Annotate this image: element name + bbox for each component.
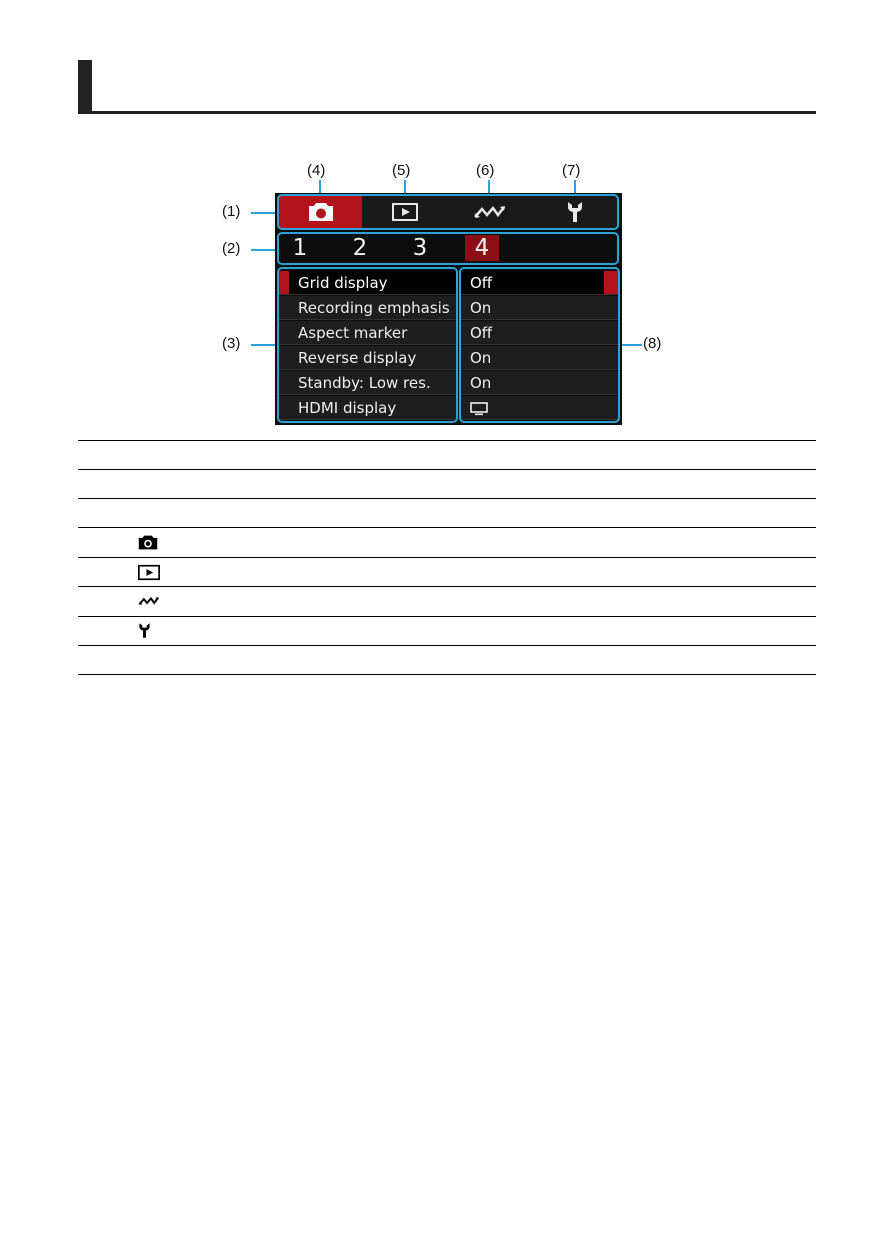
table-rule <box>78 498 816 499</box>
table-rule <box>78 557 816 558</box>
callout-4: (4) <box>307 162 326 179</box>
table-rule <box>78 469 816 470</box>
items-column-highlight <box>277 267 458 423</box>
pages-row-highlight <box>277 232 619 265</box>
callout-1-line <box>251 212 278 214</box>
values-column-highlight <box>459 267 620 423</box>
camera-screen <box>275 193 622 425</box>
page-tab-4[interactable]: 4 <box>465 235 499 261</box>
table-rule <box>78 440 816 441</box>
heading-rule <box>78 111 816 114</box>
menu-value-text: Off <box>470 324 493 342</box>
callout-2: (2) <box>222 240 241 257</box>
tabs-row-highlight <box>277 194 619 230</box>
heading-marker <box>78 60 92 114</box>
wireless-icon <box>138 595 160 607</box>
camera-menu-figure <box>222 160 672 425</box>
callout-8: (8) <box>643 335 662 352</box>
page-tab-1[interactable]: 1 <box>292 235 308 261</box>
callout-6: (6) <box>476 162 495 179</box>
callout-1: (1) <box>222 203 241 220</box>
callout-5: (5) <box>392 162 411 179</box>
callout-2-line <box>251 249 278 251</box>
menu-value-text: On <box>470 374 492 392</box>
menu-value-text: On <box>470 349 492 367</box>
menu-item-label: HDMI display <box>298 399 397 417</box>
menu-value-text: On <box>470 299 492 317</box>
table-rule <box>78 674 816 675</box>
menu-value-text: Off <box>470 274 493 292</box>
menu-item-label: Grid display <box>298 274 388 292</box>
wrench-icon <box>138 622 151 639</box>
table-rule <box>78 616 816 617</box>
camera-icon <box>138 534 158 551</box>
menu-item-label: Aspect marker <box>298 324 408 342</box>
page-tab-3[interactable]: 3 <box>412 235 428 261</box>
callout-7: (7) <box>562 162 581 179</box>
menu-item-label: Standby: Low res. <box>298 374 431 392</box>
table-rule <box>78 645 816 646</box>
menu-item-label: Recording emphasis <box>298 299 450 317</box>
table-rule <box>78 586 816 587</box>
callout-3: (3) <box>222 335 241 352</box>
table-rule <box>78 527 816 528</box>
page-tab-2[interactable]: 2 <box>352 235 368 261</box>
menu-item-label: Reverse display <box>298 349 417 367</box>
callout-3-line <box>251 344 278 346</box>
playback-icon <box>138 564 160 581</box>
